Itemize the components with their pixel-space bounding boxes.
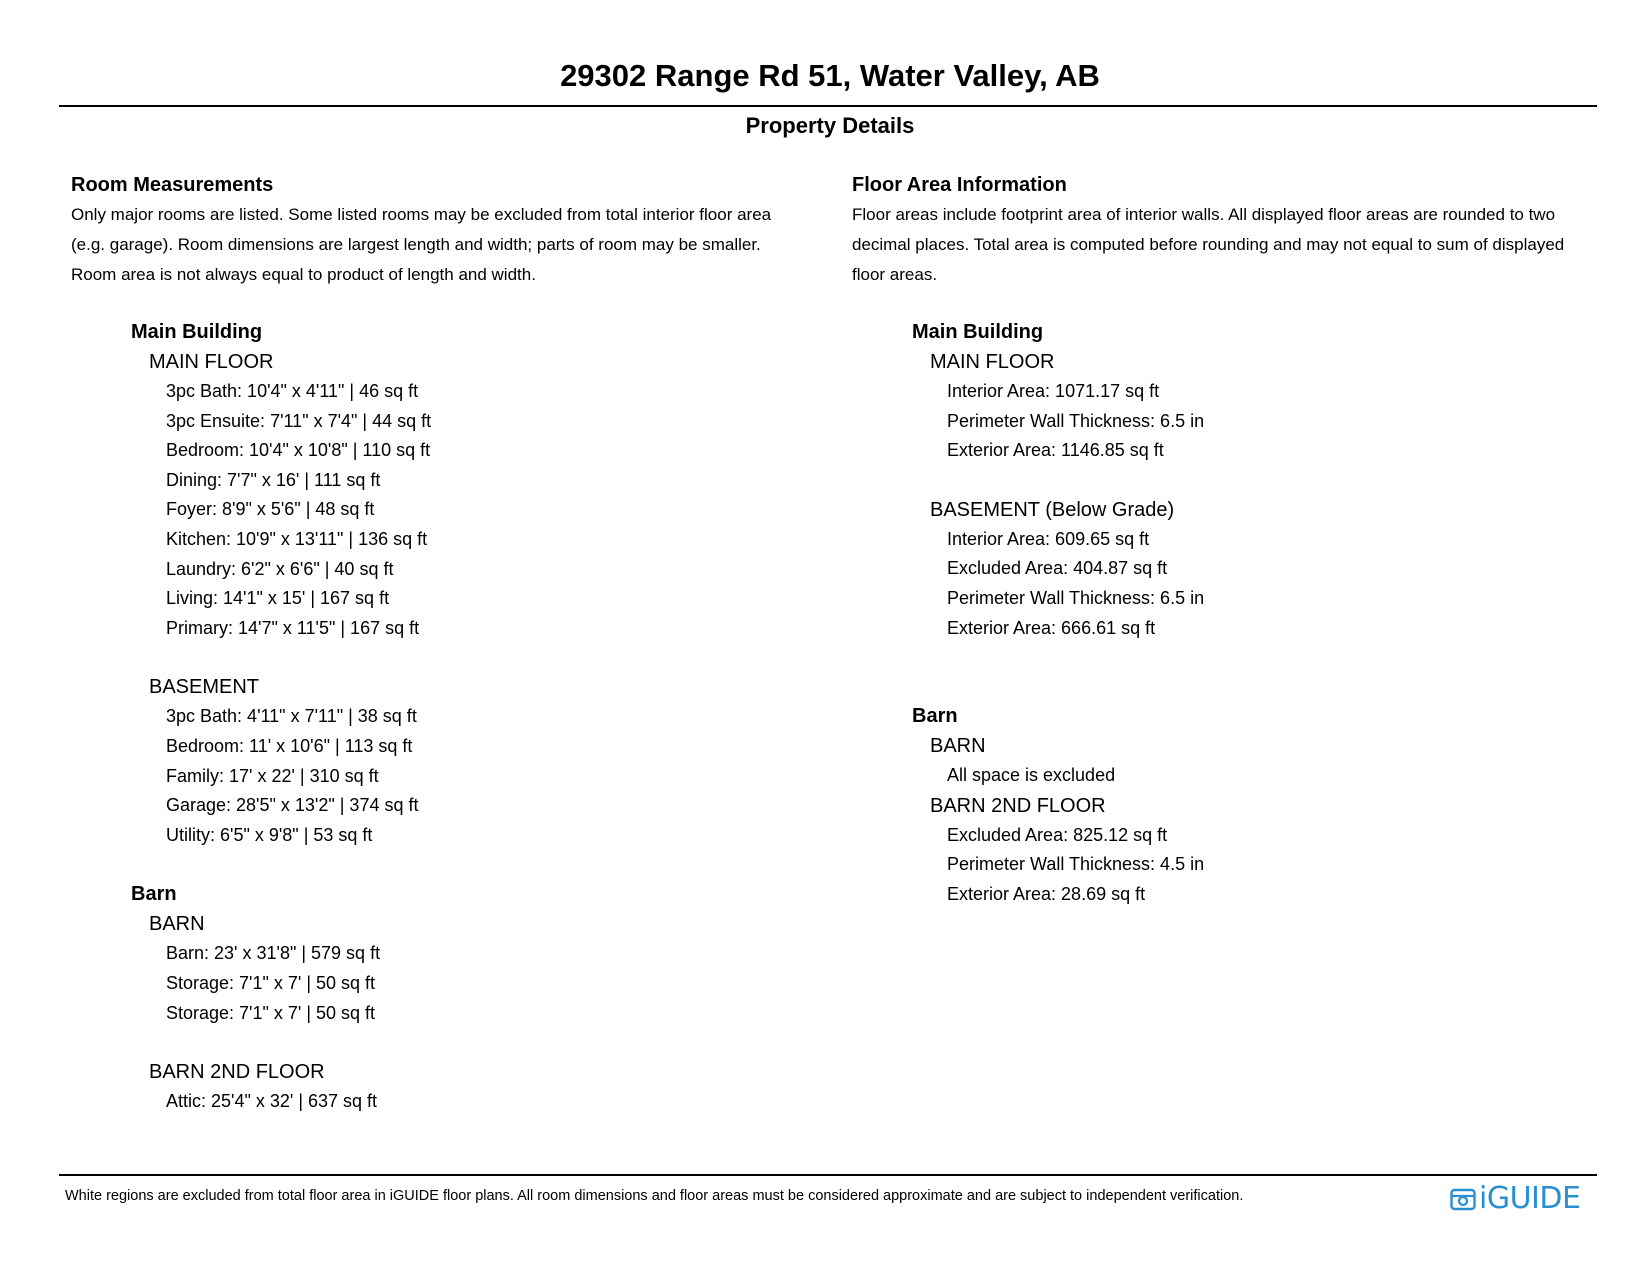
camera-icon	[1450, 1186, 1476, 1212]
area-item: Exterior Area: 28.69 sq ft	[947, 883, 1146, 904]
room-list	[71, 317, 811, 1117]
room-item: Attic: 25'4" x 32' | 637 sq ft	[166, 1091, 378, 1112]
floor-heading: BARN 2ND FLOOR	[149, 1061, 325, 1084]
building-heading: Main Building	[912, 321, 1044, 343]
room-item: Garage: 28'5" x 13'2" | 374 sq ft	[166, 795, 419, 816]
area-item: Excluded Area: 825.12 sq ft	[947, 824, 1168, 845]
spacer	[71, 643, 811, 672]
floor-area-note-line: floor areas.	[852, 265, 938, 284]
header-divider	[59, 105, 1597, 107]
room-item: Laundry: 6'2" x 6'6" | 40 sq ft	[166, 558, 394, 579]
room-item: Bedroom: 10'4" x 10'8" | 110 sq ft	[166, 440, 431, 461]
building-heading: Main Building	[131, 321, 263, 343]
floor-area-section	[852, 170, 1612, 910]
logo-text: iGUIDE	[1479, 1181, 1581, 1216]
room-item: Storage: 7'1" x 7' | 50 sq ft	[166, 1002, 376, 1023]
floor-heading: MAIN FLOOR	[930, 351, 1055, 373]
area-item: All space is excluded	[947, 765, 1116, 786]
spacer	[852, 466, 1612, 495]
floor-heading: BASEMENT	[149, 676, 260, 699]
floor-area-list	[852, 317, 1612, 910]
room-measurements-note-line: Only major rooms are listed. Some listed rooms may be excluded from total interior floor area	[71, 205, 772, 224]
room-item: Utility: 6'5" x 9'8" | 53 sq ft	[166, 824, 373, 845]
room-item: Living: 14'1" x 15' | 167 sq ft	[166, 588, 390, 609]
room-item: Storage: 7'1" x 7' | 50 sq ft	[166, 972, 376, 993]
room-item: Barn: 23' x 31'8" | 579 sq ft	[166, 943, 381, 964]
building-heading: Barn	[912, 705, 958, 728]
room-item: Primary: 14'7" x 11'5" | 167 sq ft	[166, 617, 420, 638]
room-measurements-title: Room Measurements	[71, 174, 274, 196]
room-measurements-note-line: (e.g. garage). Room dimensions are largest length and width; parts of room may be smaller.	[71, 235, 761, 254]
room-measurements-note-line: Room area is not always equal to product of length and width.	[71, 265, 536, 284]
footer-divider	[59, 1174, 1597, 1176]
area-item: Perimeter Wall Thickness: 4.5 in	[947, 854, 1205, 875]
room-item: Family: 17' x 22' | 310 sq ft	[166, 765, 379, 786]
room-item: Bedroom: 11' x 10'6" | 113 sq ft	[166, 735, 413, 756]
room-item: Dining: 7'7" x 16' | 111 sq ft	[166, 469, 381, 490]
spacer	[71, 850, 811, 879]
area-item: Interior Area: 1071.17 sq ft	[947, 381, 1160, 401]
room-item: Foyer: 8'9" x 5'6" | 48 sq ft	[166, 499, 375, 520]
area-item: Exterior Area: 666.61 sq ft	[947, 617, 1156, 638]
page-subtitle: Property Details	[745, 113, 915, 138]
spacer	[852, 643, 1612, 701]
footer-disclaimer: White regions are excluded from total floor area in iGUIDE floor plans. All room dimensions and floor areas must be considered approximate and are subject to independent verification.	[65, 1188, 1244, 1204]
area-item: Interior Area: 609.65 sq ft	[947, 528, 1150, 549]
floor-area-note-line: decimal places. Total area is computed before rounding and may not equal to sum of displayed	[852, 235, 1565, 254]
room-item: Kitchen: 10'9" x 13'11" | 136 sq ft	[166, 528, 428, 549]
floor-area-note-line: Floor areas include footprint area of interior walls. All displayed floor areas are rounded to two	[852, 205, 1556, 224]
room-item: 3pc Bath: 10'4" x 4'11" | 46 sq ft	[166, 381, 419, 401]
floor-heading: BARN	[930, 735, 986, 758]
spacer	[71, 1028, 811, 1057]
floor-heading: MAIN FLOOR	[149, 351, 274, 373]
area-item: Perimeter Wall Thickness: 6.5 in	[947, 587, 1205, 608]
iguide-logo	[1450, 1182, 1580, 1216]
room-item: 3pc Bath: 4'11" x 7'11" | 38 sq ft	[166, 706, 417, 727]
area-item: Perimeter Wall Thickness: 6.5 in	[947, 410, 1205, 431]
room-item: 3pc Ensuite: 7'11" x 7'4" | 44 sq ft	[166, 410, 432, 431]
floor-area-title: Floor Area Information	[852, 174, 1067, 196]
floor-heading: BARN 2ND FLOOR	[930, 794, 1106, 817]
room-measurements-section	[71, 170, 811, 1117]
floor-heading: BARN	[149, 913, 205, 936]
area-item: Exterior Area: 1146.85 sq ft	[947, 440, 1164, 461]
page-title: 29302 Range Rd 51, Water Valley, AB	[560, 58, 1100, 93]
floor-heading: BASEMENT (Below Grade)	[930, 498, 1175, 521]
building-heading: Barn	[131, 883, 177, 906]
area-item: Excluded Area: 404.87 sq ft	[947, 558, 1168, 579]
